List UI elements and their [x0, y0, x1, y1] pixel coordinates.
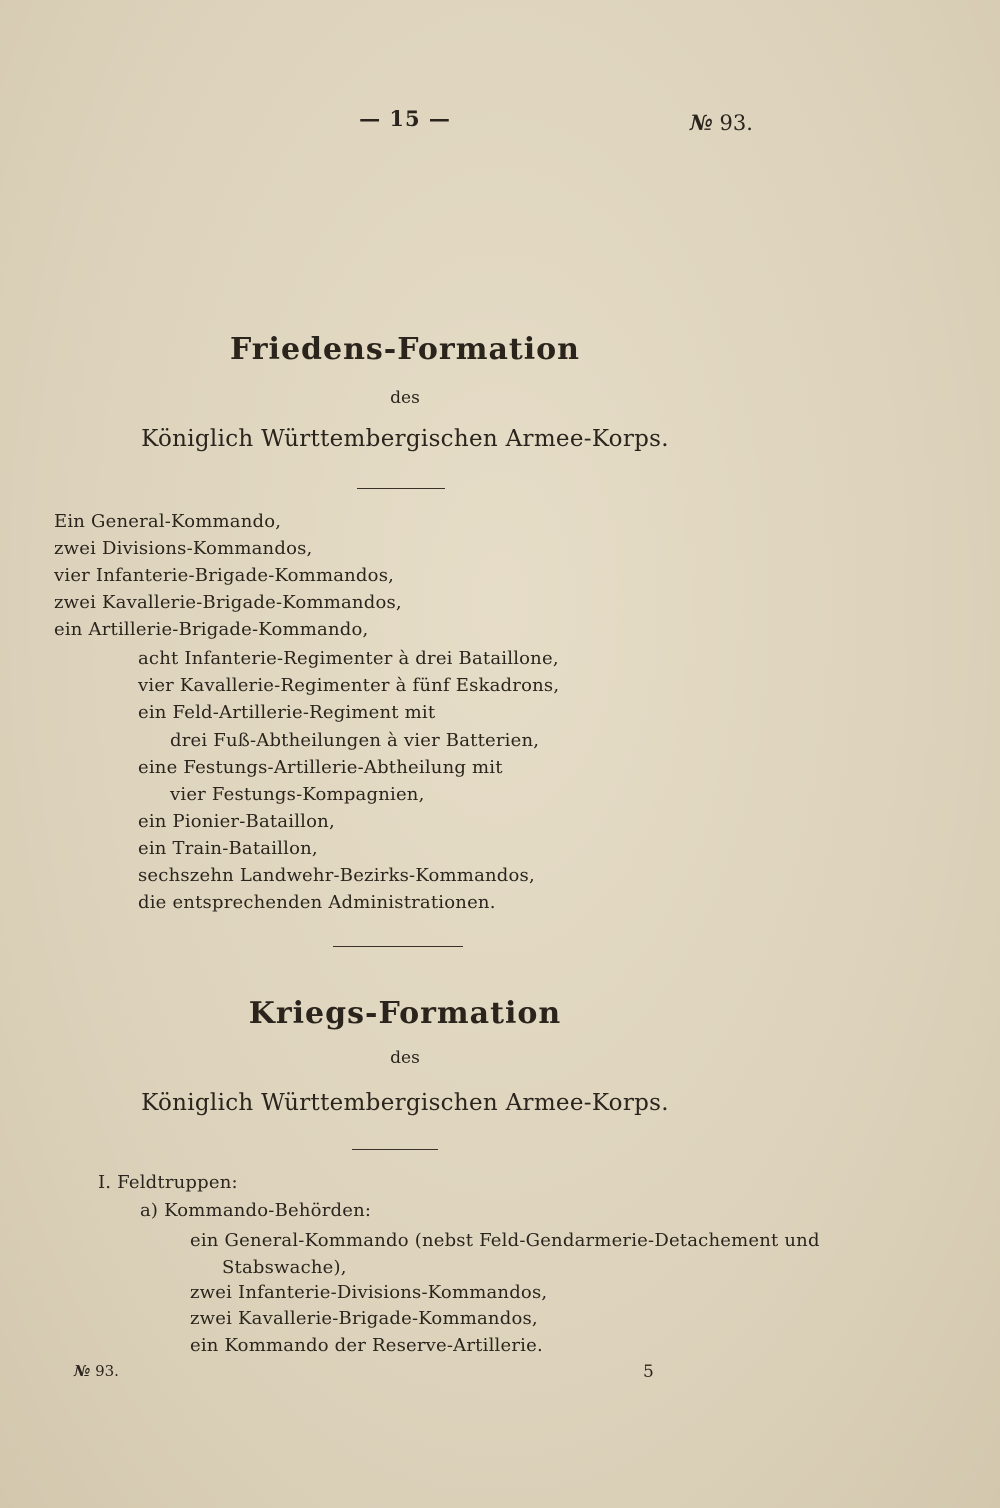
- section-title-peace: Friedens-Formation: [229, 332, 580, 367]
- signature-mark: 5: [643, 1362, 654, 1382]
- list-item: die entsprechenden Administrationen.: [138, 892, 496, 913]
- list-item: ein Pionier-Bataillon,: [138, 811, 335, 832]
- list-item: drei Fuß-Abtheilungen à vier Batterien,: [170, 730, 540, 751]
- document-number-bottom: [74, 1362, 119, 1380]
- divider-rule: [352, 1149, 438, 1150]
- list-item: zwei Divisions-Kommandos,: [54, 538, 313, 559]
- list-item: vier Kavallerie-Regimenter à fünf Eskadrons,: [138, 675, 560, 696]
- page-number: — 15 —: [359, 106, 451, 131]
- section-des-war: des: [390, 1048, 420, 1068]
- list-item: ein Train-Bataillon,: [138, 838, 318, 859]
- list-item: vier Festungs-Kompagnien,: [170, 784, 425, 805]
- document-number-value: 93.: [719, 111, 753, 135]
- number-sign: №: [74, 1362, 91, 1380]
- divider-rule: [357, 488, 445, 489]
- list-item: ein Kommando der Reserve-Artillerie.: [190, 1335, 543, 1356]
- section-des-peace: des: [390, 388, 420, 408]
- list-item: ein Artillerie-Brigade-Kommando,: [54, 619, 369, 640]
- section-subtitle-peace: Königlich Württembergischen Armee-Korps.: [141, 426, 669, 452]
- list-item: zwei Kavallerie-Brigade-Kommandos,: [54, 592, 402, 613]
- list-item: zwei Kavallerie-Brigade-Kommandos,: [190, 1308, 538, 1329]
- document-number-value: 93.: [95, 1362, 119, 1380]
- list-item: sechszehn Landwehr-Bezirks-Kommandos,: [138, 865, 535, 886]
- list-item: ein General-Kommando (nebst Feld-Gendarmerie-Detachement und: [190, 1230, 820, 1251]
- section-title-war: Kriegs-Formation: [248, 996, 562, 1031]
- list-item: eine Festungs-Artillerie-Abtheilung mit: [138, 757, 503, 778]
- list-item: acht Infanterie-Regimenter à drei Bataillone,: [138, 648, 559, 669]
- number-sign: №: [690, 110, 713, 135]
- document-number-top: [690, 110, 753, 135]
- divider-rule: [333, 946, 463, 947]
- list-item: a) Kommando-Behörden:: [140, 1200, 372, 1221]
- list-item: Stabswache),: [222, 1257, 347, 1278]
- section-subtitle-war: Königlich Württembergischen Armee-Korps.: [141, 1090, 669, 1116]
- list-item: Ein General-Kommando,: [54, 511, 282, 532]
- list-item: I. Feldtruppen:: [98, 1172, 238, 1193]
- list-item: vier Infanterie-Brigade-Kommandos,: [54, 565, 395, 586]
- list-item: zwei Infanterie-Divisions-Kommandos,: [190, 1282, 548, 1303]
- list-item: ein Feld-Artillerie-Regiment mit: [138, 702, 436, 723]
